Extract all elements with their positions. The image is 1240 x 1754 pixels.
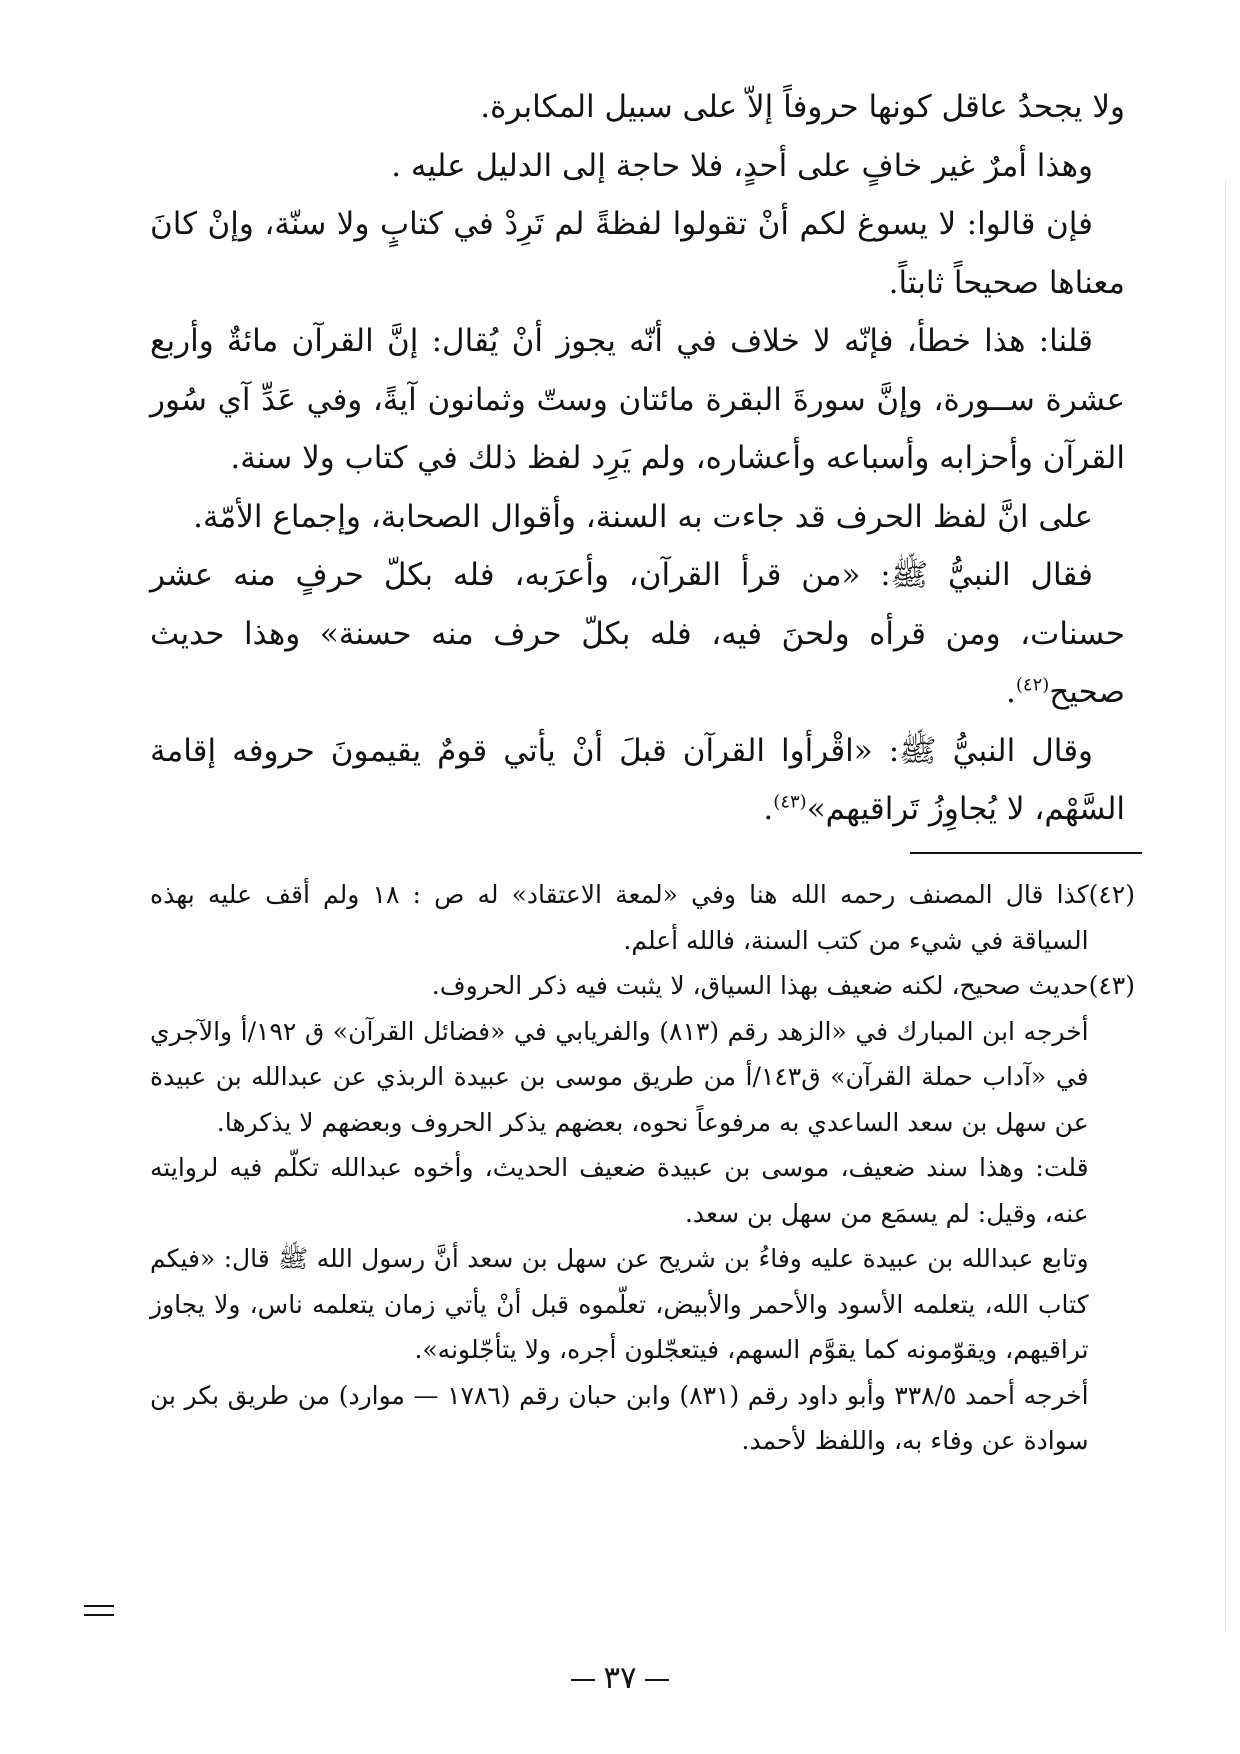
footnote-ref-42: (٤٢) [1015,674,1050,696]
paragraph-2: وهذا أمرٌ غير خافٍ على أحدٍ، فلا حاجة إلى الدليل عليه . [391,147,1093,184]
paragraph-6-text: فقال النبيُّ ﷺ: «من قرأ القرآن، وأعرَبه، فله بكلّ حرفٍ منه عشر حسنات، ومن قرأه ولحنَ فيه، فله بكلّ حرف منه حسنة» وهذا حديث صحيح [150,557,1125,710]
footnote-divider [910,852,1142,854]
footnote-43-line-1: حديث صحيح، لكنه ضعيف بهذا السياق، لا يثبت فيه ذكر الحروف. [431,971,1089,1000]
page-number-dash-right [645,1679,669,1681]
footnote-43-line-5: أخرجه أحمد ٣٣٨/٥ وأبو داود رقم (٨٣١) وابن حبان رقم (١٧٨٦ — موارد) من طريق بكر بن سوادة عن وفاء به، واللفظ لأحمد. [150,1380,1089,1455]
paragraph-7 [150,722,1125,839]
footnote-43-number: (٤٣) [1088,971,1135,1000]
footnote-42-number: (٤٢) [1088,880,1135,909]
paragraph-3: فإن قالوا: لا يسوغ لكم أنْ تقولوا لفظةً لم تَرِدْ في كتابٍ ولا سنّة، وإنْ كانَ معناها صحيحاً ثابتاً. [150,206,1125,301]
paragraph-1: ولا يجحدُ عاقل كونها حروفاً إلاّ على سبيل المكابرة. [480,89,1125,125]
page-number [0,1660,1240,1696]
continuation-mark [84,1605,114,1616]
footnote-43-body [150,963,1089,1464]
footnote-42-body [150,872,1089,963]
paragraph-6 [150,546,1125,722]
paragraph-7-text: وقال النبيُّ ﷺ: «اقْرأوا القرآن قبلَ أنْ يأتي قومٌ يقيمونَ حروفه إقامة السَّهْم، لا يُجاوِزُ تَراقيهم» [150,732,1125,827]
footnote-43-line-3: قلت: وهذا سند ضعيف، موسى بن عبيدة ضعيف الحديث، وأخوه عبدالله تكلّم فيه لروايته عنه، وقيل: لم يسمَع من سهل بن سعد. [150,1153,1089,1228]
scan-edge-line [1225,180,1226,1630]
footnote-ref-43: (٤٣) [773,791,807,813]
footnote-43-line-2: أخرجه ابن المبارك في «الزهد رقم (٨١٣) والفريابي في «فضائل القرآن» ق ١٩٢/أ والآجري في «آداب حملة القرآن» ق١٤٣/أ من طريق موسى بن عبيدة الربذي عن عبدالله بن عبيدة عن سهل بن سعد الساعدي به مرفوعاً نحوه، بعضهم يذكر الحروف وبعضهم لا يذكرها. [150,1016,1089,1137]
paragraph-5: على انَّ لفظ الحرف قد جاءت به السنة، وأقوال الصحابة، وإجماع الأمّة. [193,498,1093,535]
page-number-dash-left [571,1679,595,1681]
footnotes-section [150,872,1135,1464]
paragraph-4: قلنا: هذا خطأ، فإنّه لا خلاف في أنّه يجوز أنْ يُقال: إنَّ القرآن مائةٌ وأربع عشرة ســورة، وإنَّ سورةَ البقرة مائتان وستّ وثمانون آيةً، وفي عَدِّ آي سُور القرآن وأحزابه وأسباعه وأعشاره، ولم يَرِد لفظ ذلك في كتاب ولا سنة. [150,323,1125,476]
footnote-43 [150,963,1135,1464]
paragraph-6-end: . [1006,674,1016,710]
footnote-42-text: كذا قال المصنف رحمه الله هنا وفي «لمعة الاعتقاد» له ص : ١٨ ولم أقف عليه بهذه السياقة في شيء من كتب السنة، فالله أعلم. [150,880,1089,955]
page-number-value: ٣٧ [603,1660,637,1696]
main-text-body [150,78,1125,839]
footnote-43-line-4: وتابع عبدالله بن عبيدة عليه وفاءُ بن شريح عن سهل بن سعد أنَّ رسول الله ﷺ قال: «فيكم كتاب الله، يتعلمه الأسود والأحمر والأبيض، تعلّموه قبل أنْ يأتي زمان يتعلمه ناس، ولا يجاوز تراقيهم، ويقوّمونه كما يقوَّم السهم، فيتعجّلون أجره، ولا يتأجّلونه». [150,1244,1089,1364]
paragraph-7-end: . [763,791,774,827]
footnote-42 [150,872,1135,963]
